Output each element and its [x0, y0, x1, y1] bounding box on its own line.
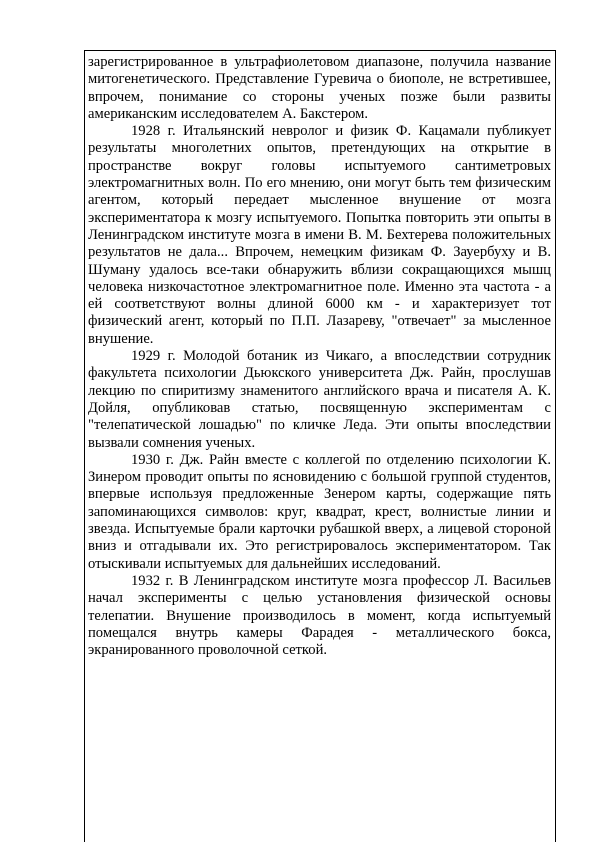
paragraph-3: 1929 г. Молодой ботаник из Чикаго, а впоследствии сотрудник факультета психологии Дьюкского университета Дж. Райн, прослушав лекцию по спиритизму знаменитого английского врача и писателя А. К. Дойля, опубликовав статью, посвященную экспериментам с "телепатической лошадью" по кличке Леда. Эти опыты впоследствии вызвали сомнения ученых. — [88, 348, 551, 451]
paragraph-1: зарегистрированное в ультрафиолетовом диапазоне, получила название митогенетического. Представление Гуревича о биополе, не встретившее, впрочем, понимание со стороны ученых позже были развиты американским исследователем А. Бакстером. — [88, 54, 551, 122]
paragraph-5: 1932 г. В Ленинградском институте мозга профессор Л. Васильев начал эксперименты с целью установления физической основы телепатии. Внушение производилось в момент, когда испытуемый помещался внутрь камеры Фарадея - металлического бокса, экранированного проволочной сеткой. — [88, 572, 551, 659]
paragraph-2: 1928 г. Итальянский невролог и физик Ф. Кацамали публикует результаты многолетних опытов, претендующих на открытие в пространстве вокруг головы испытуемого сантиметровых электромагнитных волн. По его мнению, они могут быть тем физическим агентом, который передает мысленное внушение от мозга экспериментатора к мозгу испытуемого. Попытка повторить эти опыты в Ленинградском институте мозга в имени В. М. Бехтерева положительных результатов не дала... Впрочем, немецким физикам Ф. Зауербуху и В. Шуману удалось все-таки обнаружить вблизи сокращающихся мышц человека низкочастотное электромагнитное поле. Именно эта частота - а ей соответствуют волны длиной 6000 км - и характеризует тот физический агент, который по П.П. Лазареву, "отвечает" за мысленное внушение. — [88, 123, 551, 347]
paragraph-4: 1930 г. Дж. Райн вместе с коллегой по отделению психологии К. Зинером проводит опыты по ясновидению с большой группой студентов, впервые используя предложенные Зенером карты, содержащие пять запоминающихся символов: круг, квадрат, крест, волнистые линии и звезда. Испытуемые брали карточки рубашкой вверх, а лицевой стороной вниз и отгадывали их. Это регистрировалось экспериментатором. Так отыскивали испытуемых для дальнейших исследований. — [88, 451, 551, 572]
document-page — [84, 50, 556, 842]
document-body — [85, 51, 555, 659]
